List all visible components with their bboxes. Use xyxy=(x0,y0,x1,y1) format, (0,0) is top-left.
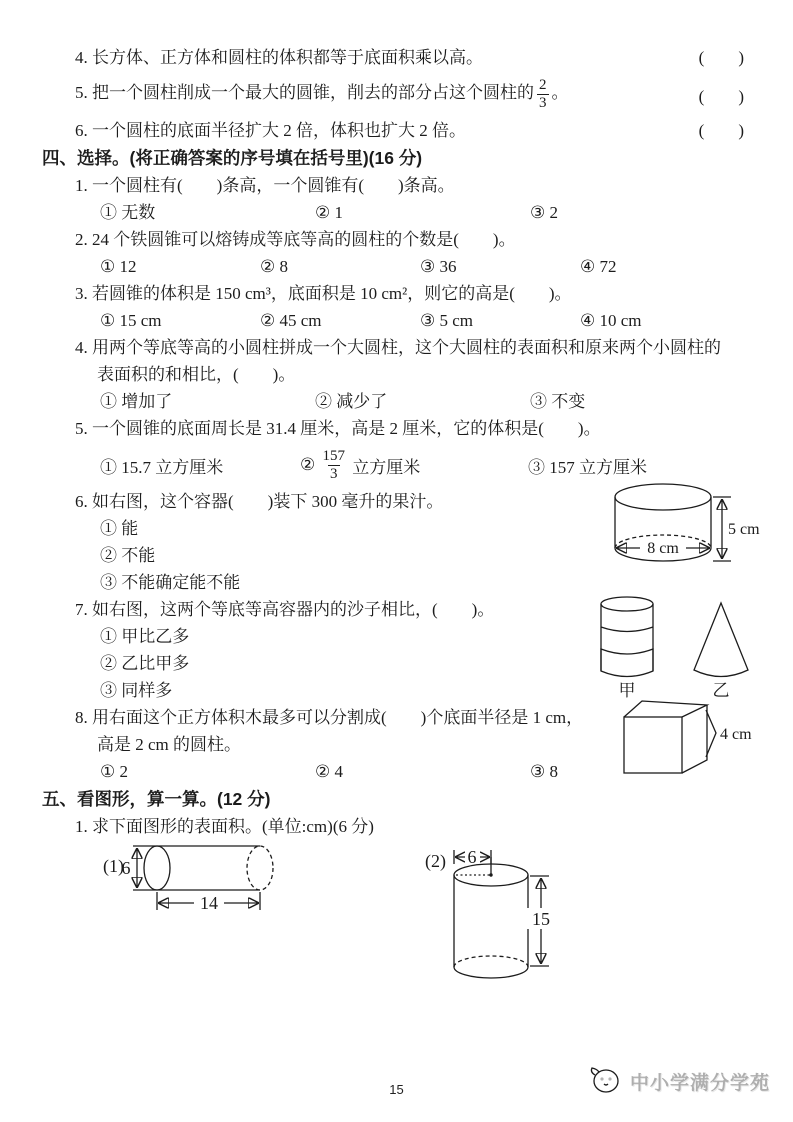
q8-cube-svg xyxy=(618,696,793,788)
s4-q1-option-2[interactable]: ② 1 xyxy=(315,203,343,222)
q8-edge-label: 4 cm xyxy=(720,726,752,743)
s4-q4-text-line2: 表面积的和相比，( )。 xyxy=(97,365,296,384)
s4-q2-option-4[interactable]: ④ 72 xyxy=(580,257,617,276)
s4-q2-options xyxy=(42,253,750,280)
s4-q8-option-1[interactable]: ① 2 xyxy=(100,762,128,781)
s4-q2-option-2[interactable]: ② 8 xyxy=(260,257,288,276)
s4-q1-options xyxy=(42,199,750,226)
s4-q7-option-2[interactable]: ② 乙比甲多 xyxy=(100,654,190,673)
fraction-157-thirds: $\frac{157}{3}$ xyxy=(322,448,345,482)
s4-q7-text: 7. 如右图，这两个等底等高容器内的沙子相比，( )。 xyxy=(75,600,495,619)
s4-q5-text: 5. 一个圆锥的底面周长是 31.4 厘米，高是 2 厘米，它的体积是( )。 xyxy=(75,419,601,438)
s5-fig2-vertical-cylinder xyxy=(420,843,585,993)
s5-fig2-label: (2) xyxy=(425,851,446,871)
q7-right-container-label: 乙 xyxy=(712,681,730,700)
q8-cube-figure xyxy=(618,696,793,788)
judge-item-4 xyxy=(42,44,750,71)
judge-item-5-answer-blank[interactable]: ( ) xyxy=(698,86,744,106)
s4-q8-text-line1: 8. 用右面这个正方体积木最多可以分割成( )个底面半径是 1 cm， xyxy=(75,708,584,727)
s4-q3-option-2[interactable]: ② 45 cm xyxy=(260,311,322,330)
s4-q7-option-1[interactable]: ① 甲比乙多 xyxy=(100,627,190,646)
s4-q4-option-3[interactable]: ③ 不变 xyxy=(530,392,586,411)
s4-q5-option-1[interactable]: ① 15.7 立方厘米 xyxy=(100,457,224,477)
s4-q2-text: 2. 24 个铁圆锥可以熔铸成等底等高的圆柱的个数是( )。 xyxy=(75,230,516,249)
s4-q4-options xyxy=(42,388,750,415)
s4-q2-option-3[interactable]: ③ 36 xyxy=(420,257,457,276)
judge-item-5-text: 5. 把一个圆柱削成一个最大的圆锥，削去的部分占这个圆柱的 $\frac{2}{3}$ 。 xyxy=(75,77,569,111)
s4-q5-option-2[interactable]: ② $\frac{157}{3}$ 立方厘米 xyxy=(300,448,421,482)
s4-q4-option-1[interactable]: ① 增加了 xyxy=(100,392,173,411)
s4-q3-option-4[interactable]: ④ 10 cm xyxy=(580,311,642,330)
q6-diameter-label: 8 cm xyxy=(647,540,679,557)
s5-fig1-svg xyxy=(95,840,320,920)
s4-q4-option-2[interactable]: ② 减少了 xyxy=(315,392,388,411)
publisher-watermark-text: 中小学满分学苑 xyxy=(629,1072,770,1094)
s4-q2-option-1[interactable]: ① 12 xyxy=(100,257,137,276)
section-4-heading: 四、选择。(将正确答案的序号填在括号里)(16 分) xyxy=(42,148,423,168)
s5-fig2-svg xyxy=(420,843,585,993)
page-number: 15 xyxy=(389,1082,404,1097)
s4-q8-text-line2: 高是 2 cm 的圆柱。 xyxy=(97,735,242,754)
s4-q1-option-3[interactable]: ③ 2 xyxy=(530,203,558,222)
fraction-two-thirds: $\frac{2}{3}$ xyxy=(539,77,547,111)
s4-q3-option-3[interactable]: ③ 5 cm xyxy=(420,311,474,330)
s4-q4-text-line1: 4. 用两个等底等高的小圆柱拼成一个大圆柱，这个大圆柱的表面积和原来两个小圆柱的 xyxy=(75,338,721,357)
s5-fig2-radius-label: 6 xyxy=(467,847,477,867)
s4-q3-options xyxy=(42,307,750,334)
s4-q3-option-1[interactable]: ① 15 cm xyxy=(100,311,162,330)
judge-item-5 xyxy=(42,71,750,117)
s5-fig1-label: (1) xyxy=(103,856,124,876)
s4-q1-text: 1. 一个圆柱有( )条高，一个圆锥有( )条高。 xyxy=(75,176,455,195)
q7-containers-figure xyxy=(593,593,763,701)
judge-item-4-answer-blank[interactable]: ( ) xyxy=(698,48,744,67)
s4-q7-option-3[interactable]: ③ 同样多 xyxy=(100,681,173,700)
s4-q6-option-3[interactable]: ③ 不能确定能不能 xyxy=(100,573,241,592)
s5-fig1-length-label: 14 xyxy=(200,893,218,913)
s4-q6-option-1[interactable]: ① 能 xyxy=(100,519,139,538)
judge-item-4-text: 4. 长方体、正方体和圆柱的体积都等于底面积乘以高。 xyxy=(75,48,483,67)
judge-item-6-answer-blank[interactable]: ( ) xyxy=(698,121,744,140)
s4-q1-option-1[interactable]: ① 无数 xyxy=(100,203,156,222)
s4-q8-option-2[interactable]: ② 4 xyxy=(315,762,343,781)
s4-q6-text: 6. 如右图，这个容器( )装下 300 毫升的果汁。 xyxy=(75,492,444,511)
judge-item-6-text: 6. 一个圆柱的底面半径扩大 2 倍，体积也扩大 2 倍。 xyxy=(75,121,466,140)
q6-cylinder-svg xyxy=(600,480,793,572)
s4-q5-option-3[interactable]: ③ 157 立方厘米 xyxy=(528,457,647,477)
publisher-logo-icon xyxy=(588,1066,624,1096)
s4-q6-option-2[interactable]: ② 不能 xyxy=(100,546,156,565)
section-5-heading: 五、看图形，算一算。(12 分) xyxy=(42,789,271,809)
publisher-watermark xyxy=(588,1066,770,1096)
judge-item-6 xyxy=(42,117,750,144)
s4-q3-text: 3. 若圆锥的体积是 150 cm³，底面积是 10 cm²，则它的高是( )。 xyxy=(75,284,572,303)
q7-containers-svg xyxy=(593,593,763,701)
s5-q1-text: 1. 求下面图形的表面积。(单位:cm)(6 分) xyxy=(75,817,374,836)
s5-fig1-diameter-label: 6 xyxy=(121,858,131,878)
q6-height-label: 5 cm xyxy=(728,521,760,538)
s4-q8-option-3[interactable]: ③ 8 xyxy=(530,762,558,781)
s5-fig1-horizontal-cylinder xyxy=(95,840,320,920)
q6-cylinder-figure xyxy=(600,480,793,572)
q7-left-container-label: 甲 xyxy=(618,681,636,700)
s5-fig2-height-label: 15 xyxy=(532,909,550,929)
